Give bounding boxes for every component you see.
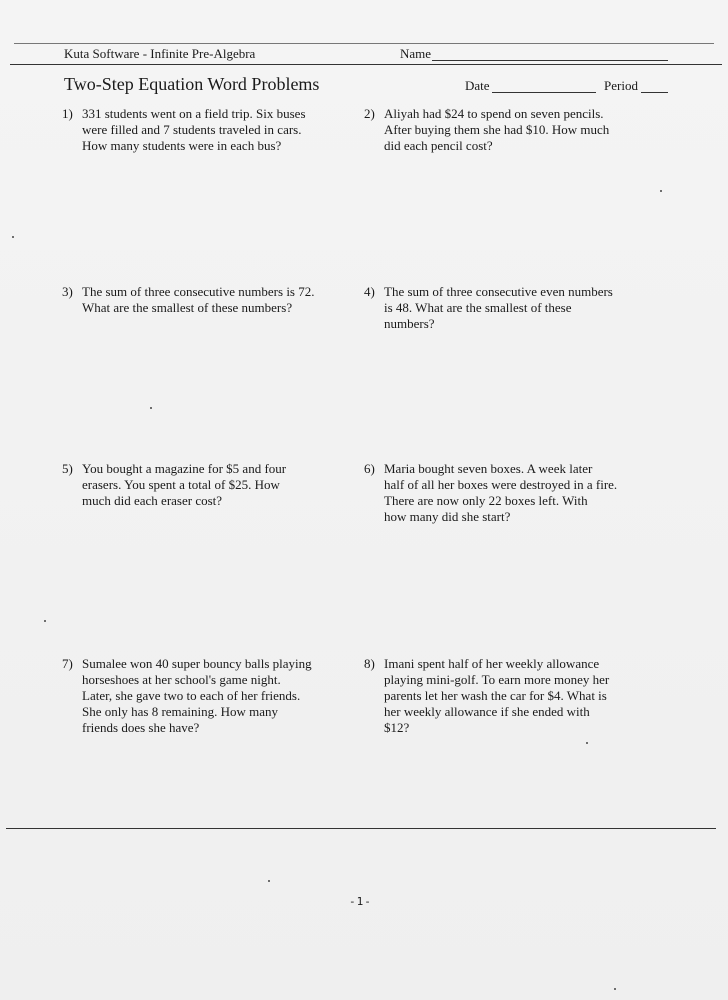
problem-text: Sumalee won 40 super bouncy balls playing horseshoes at her school's game night. Later, she gave two to each of her friends. She only has 8 remaining. How many friends does she have? <box>82 656 312 735</box>
problem-number: 3) <box>62 284 73 299</box>
scan-speck <box>586 742 588 744</box>
scan-speck <box>12 236 14 238</box>
header-rule <box>10 64 722 65</box>
problem-number: 2) <box>364 106 375 121</box>
problem-text: Aliyah had $24 to spend on seven pencils. After buying them she had $10. How much did each pencil cost? <box>384 106 610 153</box>
period-label: Period <box>604 78 638 93</box>
problem-number: 1) <box>62 106 73 121</box>
top-rule <box>14 43 714 44</box>
problem-text: You bought a magazine for $5 and four erasers. You spent a total of $25. How much did each eraser cost? <box>82 461 287 508</box>
footer-rule <box>6 828 716 829</box>
problem-5 <box>62 461 352 509</box>
period-field-line[interactable] <box>641 92 668 93</box>
scan-speck <box>614 988 616 990</box>
date-label: Date <box>465 78 490 93</box>
problem-number: 8) <box>364 656 375 671</box>
problem-6 <box>364 461 664 525</box>
name-field-line[interactable] <box>432 60 668 61</box>
problem-text: Imani spent half of her weekly allowance playing mini-golf. To earn more money her parents let her wash the car for $4. What is her weekly allowance if she ended with $12? <box>384 656 610 735</box>
problem-4 <box>364 284 664 332</box>
problem-1 <box>62 106 342 154</box>
problem-number: 6) <box>364 461 375 476</box>
problem-number: 4) <box>364 284 375 299</box>
scan-speck <box>150 407 152 409</box>
problem-8 <box>364 656 664 736</box>
problem-2 <box>364 106 664 154</box>
problem-text: The sum of three consecutive even numbers is 48. What are the smallest of these numbers? <box>384 284 613 331</box>
scan-speck <box>268 880 270 882</box>
problem-number: 7) <box>62 656 73 671</box>
name-label: Name <box>400 46 432 61</box>
problem-text: Maria bought seven boxes. A week later half of all her boxes were destroyed in a fire. There are now only 22 boxes left. With how many did she start? <box>384 461 618 524</box>
problem-7 <box>62 656 352 736</box>
date-field-line[interactable] <box>492 92 596 93</box>
page-number: -1- <box>349 895 372 908</box>
problem-text: 331 students went on a field trip. Six buses were filled and 7 students traveled in cars. How many students were in each bus? <box>82 106 306 153</box>
problem-number: 5) <box>62 461 73 476</box>
software-label: Kuta Software - Infinite Pre-Algebra <box>64 46 256 61</box>
scan-speck <box>44 620 46 622</box>
worksheet-title: Two-Step Equation Word Problems <box>64 74 320 94</box>
problem-text: The sum of three consecutive numbers is 72. What are the smallest of these numbers? <box>82 284 315 315</box>
scan-speck <box>660 190 662 192</box>
problem-3 <box>62 284 352 316</box>
